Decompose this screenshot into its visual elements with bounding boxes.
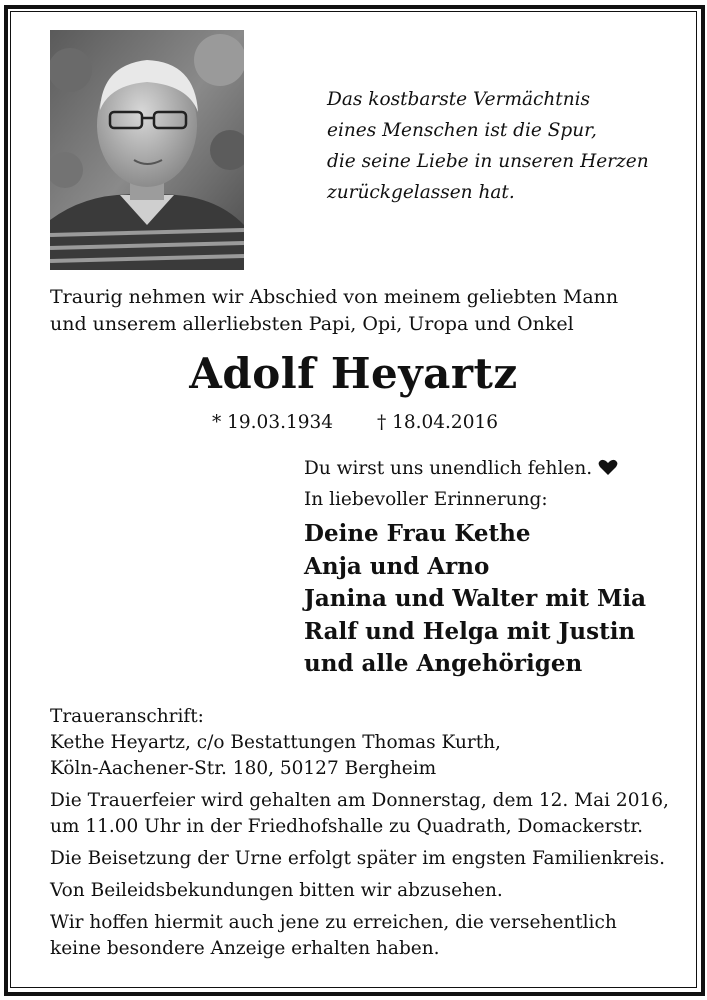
life-dates bbox=[212, 410, 498, 436]
intro-text bbox=[50, 284, 660, 338]
quote-line: die seine Liebe in unseren Herzen bbox=[327, 151, 649, 172]
signer: Ralf und Helga mit Justin bbox=[304, 617, 636, 645]
portrait-image bbox=[50, 30, 244, 270]
miss-text: Du wirst uns unendlich fehlen. bbox=[304, 458, 593, 479]
intro-line: und unserem allerliebsten Papi, Opi, Uropa und Onkel bbox=[50, 313, 574, 335]
ceremony-line: um 11.00 Uhr in der Friedhofshalle zu Quadrath, Domackerstr. bbox=[50, 816, 644, 837]
address-line: Traueranschrift: bbox=[50, 706, 204, 727]
signer: und alle Angehörigen bbox=[304, 650, 583, 677]
birth-date: * 19.03.1934 bbox=[212, 412, 334, 433]
signers-list bbox=[304, 518, 684, 681]
heart-icon bbox=[598, 456, 618, 486]
quote-line: eines Menschen ist die Spur, bbox=[327, 120, 597, 141]
closing-line: Wir hoffen hiermit auch jene zu erreichen, die versehentlich bbox=[50, 912, 617, 933]
ceremony-block bbox=[50, 788, 670, 840]
memorial-quote bbox=[327, 84, 667, 208]
death-date: † 18.04.2016 bbox=[376, 412, 499, 433]
urn-line: Die Beisetzung der Urne erfolgt später im engsten Familienkreis. bbox=[50, 848, 666, 869]
signer: Anja und Arno bbox=[304, 552, 490, 580]
farewell-block bbox=[304, 454, 684, 681]
condolences-line: Von Beileidsbekundungen bitten wir abzusehen. bbox=[50, 880, 503, 901]
memory-line: In liebevoller Erinnerung: bbox=[304, 489, 548, 510]
info-section bbox=[50, 704, 670, 962]
miss-line bbox=[304, 454, 684, 486]
address-line: Kethe Heyartz, c/o Bestattungen Thomas Kurth, bbox=[50, 732, 501, 753]
quote-line: Das kostbarste Vermächtnis bbox=[327, 89, 591, 110]
closing-line: keine besondere Anzeige erhalten haben. bbox=[50, 938, 440, 959]
signer: Deine Frau Kethe bbox=[304, 520, 531, 547]
closing-block bbox=[50, 910, 670, 962]
address-block bbox=[50, 704, 670, 782]
portrait-photo bbox=[50, 30, 244, 270]
signer: Janina und Walter mit Mia bbox=[304, 585, 647, 612]
intro-line: Traurig nehmen wir Abschied von meinem geliebten Mann bbox=[50, 286, 619, 308]
address-line: Köln-Aachener-Str. 180, 50127 Bergheim bbox=[50, 758, 437, 779]
deceased-name: Adolf Heyartz bbox=[189, 349, 518, 398]
quote-line: zurückgelassen hat. bbox=[327, 182, 515, 203]
ceremony-line: Die Trauerfeier wird gehalten am Donnerstag, dem 12. Mai 2016, bbox=[50, 790, 669, 811]
